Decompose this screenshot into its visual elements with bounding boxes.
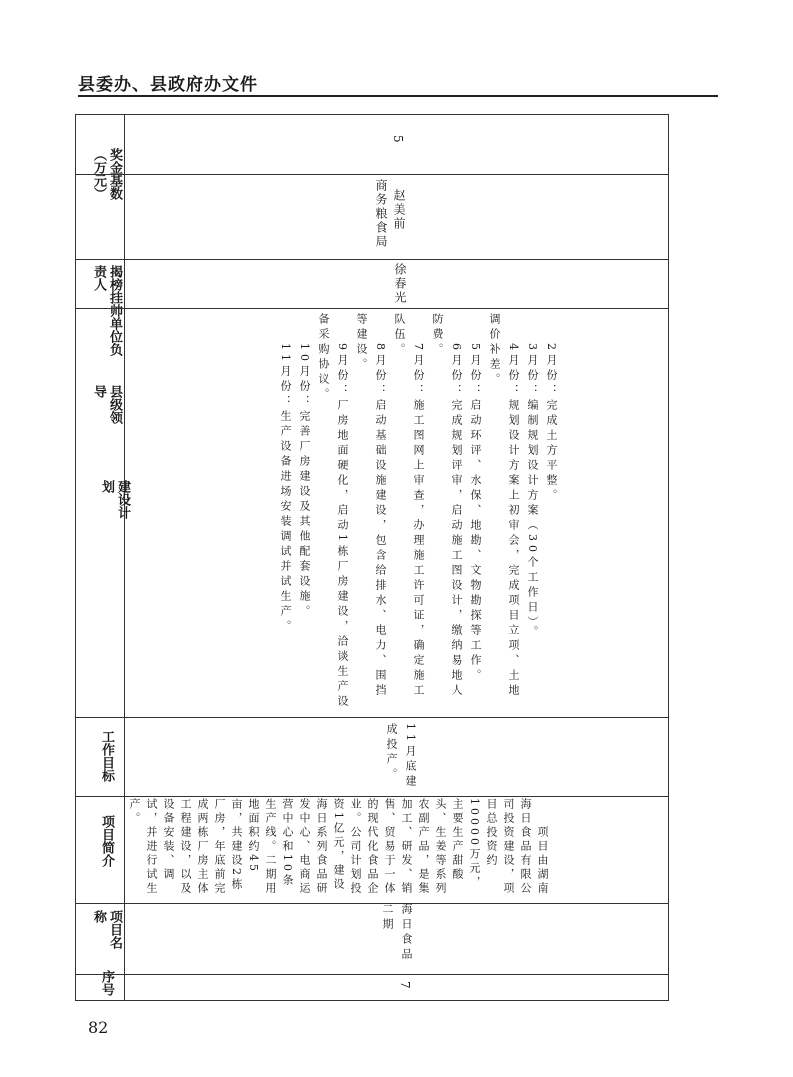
- header-name: 项目名称: [91, 910, 122, 949]
- header-intro: 项目简介: [99, 815, 114, 867]
- page-number: 82: [88, 1018, 109, 1037]
- row-divider: [76, 974, 668, 975]
- row-divider: [76, 796, 668, 797]
- cell-leader: 徐春光: [393, 263, 407, 305]
- row-divider: [76, 308, 668, 309]
- row-divider: [76, 903, 668, 904]
- table-header-column: [76, 115, 130, 1000]
- plan-line: 10月份：完善厂房建设及其他配套设施。: [298, 313, 311, 620]
- header-seq: 序号: [99, 970, 114, 996]
- cell-plan: [276, 313, 561, 713]
- plan-line: 6月份：完成规划评审，启动施工图设计，缴纳易地人防费。: [431, 313, 463, 699]
- cell-goal: 11月底建成投产。: [385, 723, 417, 790]
- plan-line: 7月份：施工图网上审查，办理施工许可证，确定施工队伍。: [393, 313, 425, 699]
- plan-line: 3月份：编制规划设计方案（30个工作日）。: [526, 313, 539, 641]
- plan-line: 5月份：启动环评、水保、地勘、文物勘探等工作。: [469, 313, 482, 684]
- header-rule: [78, 95, 718, 97]
- plan-line: 9月份：厂房地面硬化，启动1栋厂房建设，洽谈生产设备采购协议。: [317, 313, 349, 710]
- cell-unit-line1: 商务粮食局: [374, 179, 388, 249]
- cell-name: 海日食品二期: [381, 903, 413, 963]
- row-divider: [76, 259, 668, 260]
- plan-line: 8月份：启动基础设施建设，包含给排水、电力、围挡等建设。: [355, 313, 387, 699]
- header-goal: 工作目标: [99, 730, 114, 782]
- plan-line: 11月份：生产设备进场安装调试并试生产。: [279, 313, 292, 635]
- header-unit: 揭榜挂帅单位负责人: [91, 265, 122, 356]
- header-funds: 奖金基数（万元）: [91, 148, 122, 200]
- cell-intro: 项目由湖南海日食品有限公司投资建设，项目总投资约10000万元，主要生产甜酸头、生姜等系列农副产品，是集加工、研发、销售、贸易于一体的现代化食品企业。公司计划投资1亿元，建设海日系列食品研发中心、电商运营中心和10条生产线。二期用地面积约45亩，共建设2栋厂房，年底前完成两栋厂房主体工程建设，以及设备安装、调试，并进行试生产。: [128, 798, 549, 896]
- project-table: [75, 114, 669, 1001]
- cell-unit-line2: 赵美前: [392, 189, 406, 231]
- document-header: 县委办、县政府办文件: [78, 75, 258, 95]
- plan-line: 2月份：完成土方平整。: [545, 313, 558, 504]
- row-divider: [76, 717, 668, 718]
- row-divider: [76, 174, 668, 175]
- cell-funds: 5: [391, 135, 405, 143]
- header-plan: 建设计划: [99, 480, 130, 519]
- header-leader: 县级领导: [91, 385, 122, 424]
- cell-seq: 7: [398, 981, 412, 989]
- plan-line: 4月份：规划设计方案上初审会，完成项目立项、土地调价补差。: [488, 313, 520, 699]
